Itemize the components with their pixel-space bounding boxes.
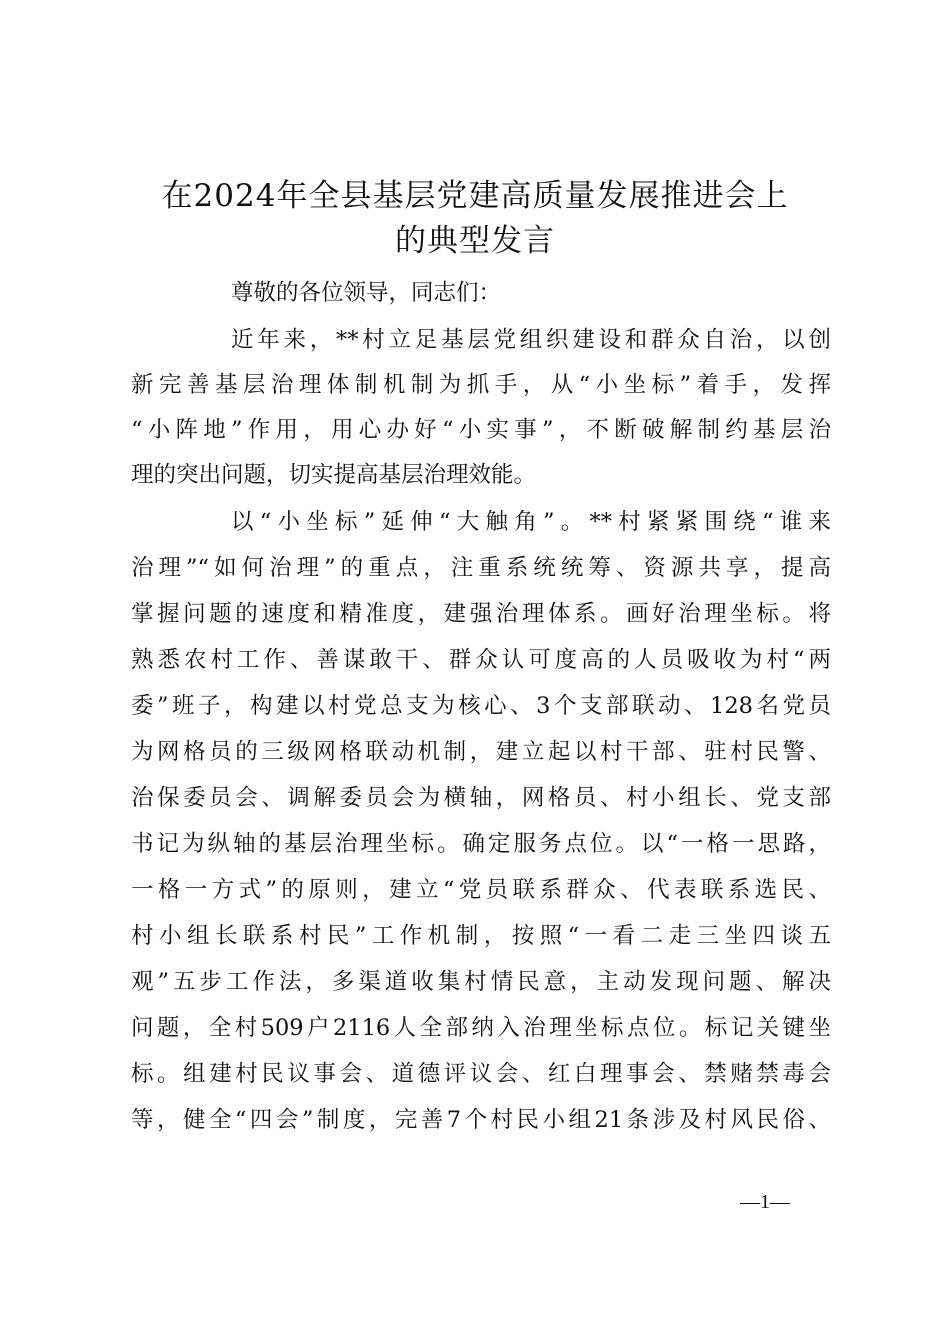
paragraph-line: 标。组建村民议事会、道德评议会、红白理事会、禁赌禁毒会 [131, 1061, 831, 1087]
paragraph-line: 掌握问题的速度和精准度，建强治理体系。画好治理坐标。将 [131, 601, 831, 627]
paragraph-line: 村小组长联系村民”工作机制，按照“一看二走三坐四谈五 [131, 923, 831, 949]
page-number: —1— [740, 1191, 790, 1213]
paragraph-line: 以“小坐标”延伸“大触角”。**村紧紧围绕“谁来 [231, 509, 831, 535]
paragraph-line: 等，健全“四会”制度，完善7个村民小组21条涉及村风民俗、 [131, 1107, 831, 1133]
paragraph-line: 治理”“如何治理”的重点，注重系统统筹、资源共享，提高 [131, 555, 831, 581]
document-title-line-2: 的典型发言 [395, 223, 555, 259]
paragraph-line: 治保委员会、调解委员会为横轴，网格员、村小组长、党支部 [131, 785, 831, 811]
paragraph-line: 新完善基层治理体制机制为抓手，从“小坐标”着手，发挥 [131, 372, 831, 398]
paragraph-line: 为网格员的三级网格联动机制，建立起以村干部、驻村民警、 [131, 739, 831, 765]
paragraph-line: 理的突出问题，切实提高基层治理效能。 [131, 462, 537, 488]
paragraph-line: 问题，全村509户2116人全部纳入治理坐标点位。标记关键坐 [131, 1015, 831, 1041]
paragraph-line: 书记为纵轴的基层治理坐标。确定服务点位。以“一格一思路， [131, 831, 831, 857]
salutation: 尊敬的各位领导，同志们： [231, 280, 502, 306]
document-title-line-1: 在2024年全县基层党建高质量发展推进会上 [161, 178, 789, 214]
paragraph-line: “小阵地”作用，用心办好“小实事”，不断破解制约基层治 [131, 417, 831, 443]
paragraph-line: 一格一方式”的原则，建立“党员联系群众、代表联系选民、 [131, 877, 831, 903]
paragraph-line: 熟悉农村工作、善谋敢干、群众认可度高的人员吸收为村“两 [131, 647, 831, 673]
paragraph-line: 委”班子，构建以村党总支为核心、3个支部联动、128名党员 [131, 693, 831, 719]
paragraph-line: 近年来，**村立足基层党组织建设和群众自治，以创 [231, 327, 831, 353]
paragraph-line: 观”五步工作法，多渠道收集村情民意，主动发现问题、解决 [131, 969, 831, 995]
